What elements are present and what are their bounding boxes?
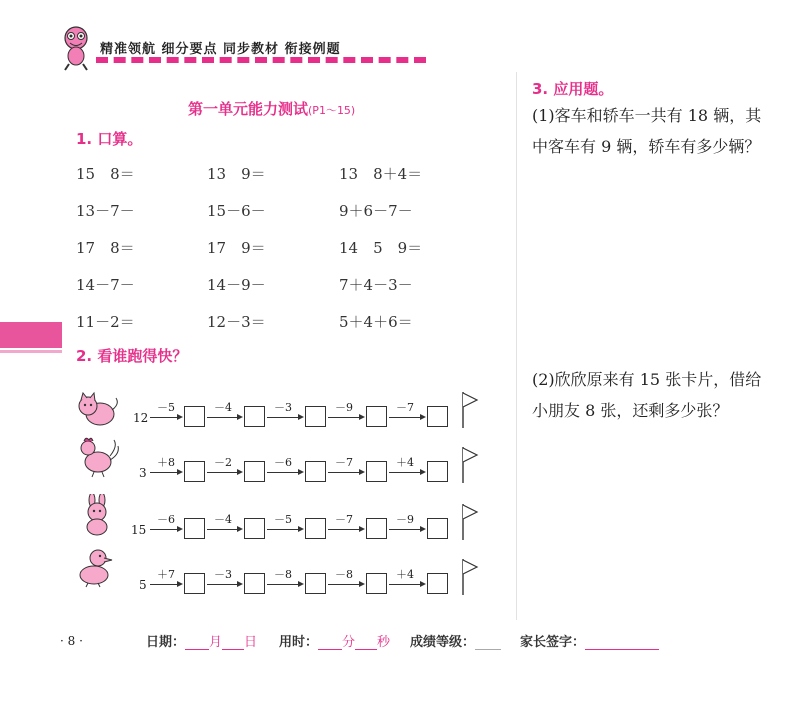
race-start-number <box>133 407 148 426</box>
operation-label: －8 <box>335 568 353 581</box>
arrow-icon <box>389 472 424 473</box>
calc-r2c2: 15－6－ <box>207 202 266 220</box>
day-label: 日 <box>244 635 258 650</box>
arrow-icon <box>267 417 302 418</box>
arrow-icon <box>150 472 181 473</box>
answer-box[interactable] <box>427 518 448 539</box>
finish-flag-icon <box>460 446 480 488</box>
operation-label: －9 <box>335 401 353 414</box>
calc-r1c2: 13 9＝ <box>207 165 266 183</box>
day-blank[interactable] <box>222 637 244 650</box>
answer-box[interactable] <box>366 461 387 482</box>
answer-box[interactable] <box>184 518 205 539</box>
arrow-icon <box>389 417 424 418</box>
footer-time <box>279 631 390 650</box>
answer-box[interactable] <box>244 573 265 594</box>
answer-box[interactable] <box>244 461 265 482</box>
answer-box[interactable] <box>184 461 205 482</box>
answer-box[interactable] <box>427 573 448 594</box>
answer-box[interactable] <box>366 406 387 427</box>
arrow-icon <box>150 529 181 530</box>
calc-r4c1: 14－7－ <box>76 276 135 294</box>
finish-flag-icon <box>460 558 480 600</box>
cat-icon <box>76 390 120 434</box>
operation-label: －6 <box>274 456 292 469</box>
answer-box[interactable] <box>244 518 265 539</box>
arrow-icon <box>207 417 241 418</box>
race-start-number <box>131 519 146 538</box>
calc-r5c3: 5＋4＋6＝ <box>339 313 413 331</box>
arrow-icon <box>328 472 363 473</box>
duck-icon <box>76 548 116 592</box>
chapter-side-tab <box>0 322 62 348</box>
page-number: · 8 · <box>60 634 83 648</box>
start-value: 15 <box>131 523 147 537</box>
answer-box[interactable] <box>305 518 326 539</box>
mascot-logo <box>56 24 96 76</box>
section3-heading: 3. 应用题。 <box>532 80 614 98</box>
answer-box[interactable] <box>184 406 205 427</box>
title-main: 第一单元能力测试 <box>188 100 309 118</box>
calc-r3c1: 17 8＝ <box>76 239 135 257</box>
arrow-icon <box>389 529 424 530</box>
answer-box[interactable] <box>427 461 448 482</box>
operation-label: －3 <box>274 401 292 414</box>
calc-r1c3: 13 8＋4＝ <box>339 165 423 183</box>
header-dashed-divider <box>96 57 426 63</box>
sign-blank[interactable] <box>585 637 659 650</box>
minute-label: 分 <box>342 635 356 650</box>
operation-label: －2 <box>214 456 232 469</box>
word-problem-1: (1)客车和轿车一共有 18 辆，其中客车有 9 辆，轿车有多少辆？ <box>532 106 762 156</box>
section2-heading: 2. 看谁跑得快？ <box>76 347 188 365</box>
minute-blank[interactable] <box>318 637 342 650</box>
date-label: 日期： <box>146 635 186 650</box>
calc-r3c3: 14 5 9＝ <box>339 239 423 257</box>
grade-label: 成绩等级： <box>410 635 476 650</box>
arrow-icon <box>207 529 241 530</box>
answer-box[interactable] <box>305 406 326 427</box>
operation-label: －7 <box>335 456 353 469</box>
column-divider <box>516 72 517 620</box>
sign-label: 家长签字： <box>520 635 586 650</box>
operation-label: －7 <box>396 401 414 414</box>
answer-box[interactable] <box>366 573 387 594</box>
calc-r1c1: 15 8＝ <box>76 165 135 183</box>
title-pages: (P1～15) <box>308 104 356 117</box>
operation-label: ＋4 <box>396 568 414 581</box>
arrow-icon <box>328 584 363 585</box>
operation-label: －4 <box>214 513 232 526</box>
start-value: 3 <box>139 466 147 480</box>
operation-label: －3 <box>214 568 232 581</box>
finish-flag-icon <box>460 503 480 545</box>
calc-r4c3: 7＋4－3－ <box>339 276 413 294</box>
arrow-icon <box>267 584 302 585</box>
rooster-icon <box>76 436 120 482</box>
second-label: 秒 <box>377 635 391 650</box>
answer-box[interactable] <box>305 461 326 482</box>
calc-r3c2: 17 9＝ <box>207 239 266 257</box>
answer-box[interactable] <box>244 406 265 427</box>
calc-r2c3: 9＋6－7－ <box>339 202 413 220</box>
arrow-icon <box>150 417 181 418</box>
chapter-side-tab-stripe <box>0 350 62 353</box>
page-title <box>188 98 355 119</box>
race-start-number <box>139 574 147 593</box>
section1-heading: 1. 口算。 <box>76 130 143 148</box>
calc-r4c2: 14－9－ <box>207 276 266 294</box>
operation-label: －7 <box>335 513 353 526</box>
calc-r5c1: 11－2＝ <box>76 313 135 331</box>
footer-date <box>146 631 257 650</box>
time-label: 用时： <box>279 635 319 650</box>
calc-r5c2: 12－3＝ <box>207 313 266 331</box>
footer-sign <box>520 631 659 650</box>
operation-label: ＋8 <box>157 456 175 469</box>
calc-r2c1: 13－7－ <box>76 202 135 220</box>
operation-label: －8 <box>274 568 292 581</box>
arrow-icon <box>389 584 424 585</box>
month-blank[interactable] <box>185 637 209 650</box>
arrow-icon <box>207 584 241 585</box>
header-tagline: 精准领航 细分要点 同步教材 衔接例题 <box>100 42 341 57</box>
answer-box[interactable] <box>184 573 205 594</box>
operation-label: ＋4 <box>396 456 414 469</box>
arrow-icon <box>150 584 181 585</box>
start-value: 12 <box>133 411 149 425</box>
footer-grade <box>410 631 501 650</box>
answer-box[interactable] <box>427 406 448 427</box>
grade-blank[interactable] <box>475 637 501 650</box>
operation-label: －9 <box>396 513 414 526</box>
finish-flag-icon <box>460 391 480 433</box>
operation-label: －5 <box>157 401 175 414</box>
start-value: 5 <box>139 578 147 592</box>
arrow-icon <box>328 529 363 530</box>
operation-label: －5 <box>274 513 292 526</box>
arrow-icon <box>267 529 302 530</box>
race-start-number <box>139 462 147 481</box>
second-blank[interactable] <box>355 637 377 650</box>
operation-label: －4 <box>214 401 232 414</box>
rabbit-icon <box>78 494 118 540</box>
month-label: 月 <box>209 635 223 650</box>
answer-box[interactable] <box>305 573 326 594</box>
arrow-icon <box>267 472 302 473</box>
operation-label: －6 <box>157 513 175 526</box>
answer-box[interactable] <box>366 518 387 539</box>
arrow-icon <box>328 417 363 418</box>
operation-label: ＋7 <box>157 568 175 581</box>
word-problem-2: (2)欣欣原来有 15 张卡片，借给小朋友 8 张，还剩多少张？ <box>532 370 762 420</box>
arrow-icon <box>207 472 241 473</box>
